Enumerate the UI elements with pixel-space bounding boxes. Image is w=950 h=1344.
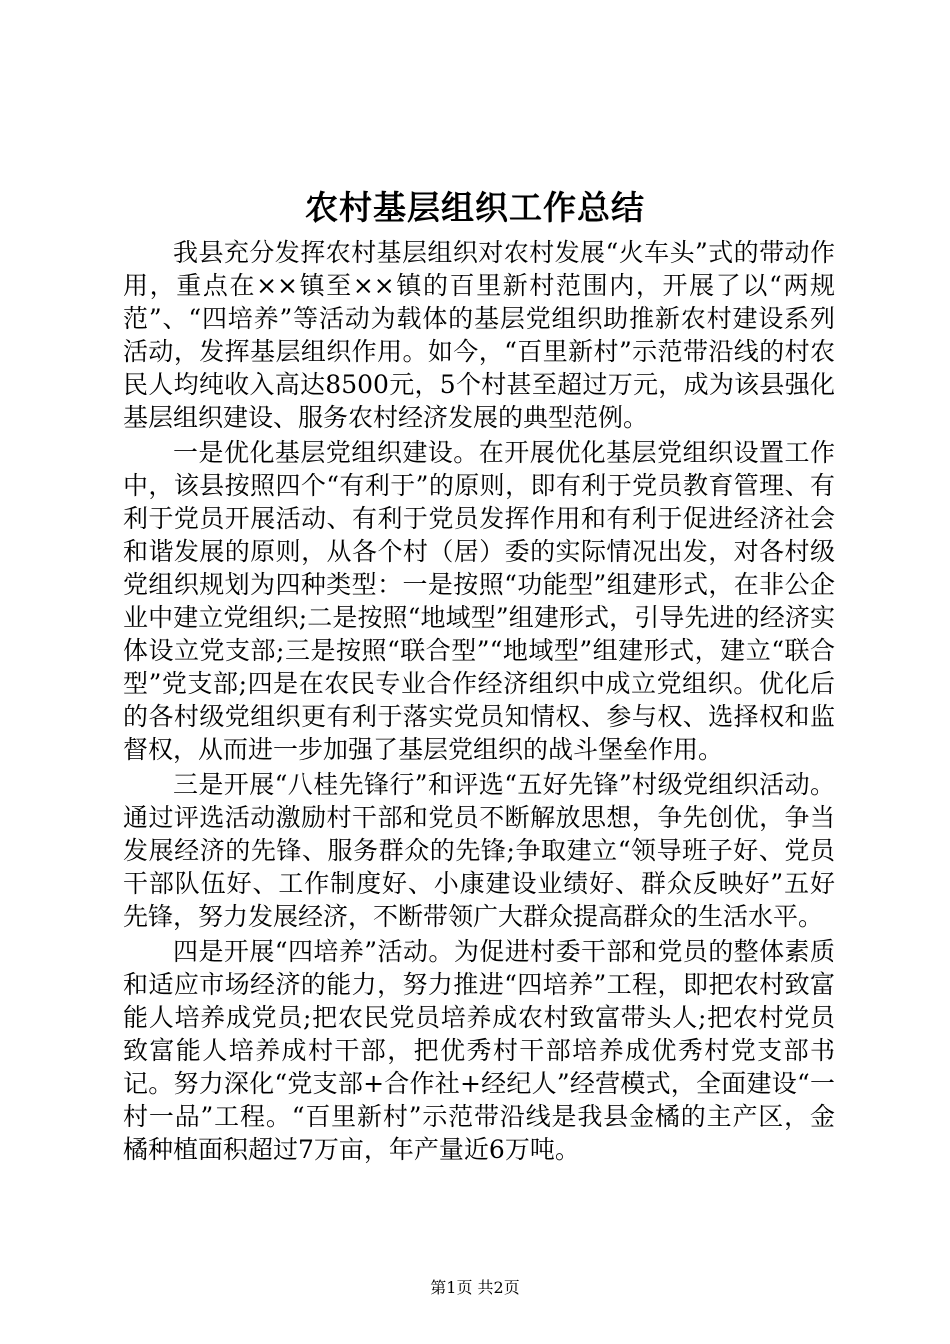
paragraph-intro: 我县充分发挥农村基层组织对农村发展“火车头”式的带动作用，重点在××镇至××镇的百里新村范围内，开展了以“两规范”、“四培养”等活动为载体的基层党组织助推新农村建设系列活动，发挥基层组织作用。如今，“百里新村”示范带沿线的村农民人均纯收入高达8500元，5个村甚至超过万元，成为该县强化基层组织建设、服务农村经济发展的典型范例。 [123, 238, 835, 432]
paragraph-four-cultivation: 四是开展“四培养”活动。为促进村委干部和党员的整体素质和适应市场经济的能力，努力推进“四培养”工程，即把农村致富能人培养成党员;把农民党员培养成农村致富带头人;把农村党员致富能人培养成村干部，把优秀村干部培养成优秀村党支部书记。努力深化“党支部+合作社+经纪人”经营模式，全面建设“一村一品”工程。“百里新村”示范带沿线是我县金橘的主产区，金橘种植面积超过7万亩，年产量近6万吨。 [123, 937, 835, 1164]
document-body [123, 236, 835, 1168]
page-number-footer: 第1页 共2页 [430, 1278, 520, 1297]
paragraph-optimize-organization: 一是优化基层党组织建设。在开展优化基层党组织设置工作中，该县按照四个“有利于”的原则，即有利于党员教育管理、有利于党员开展活动、有利于党员发挥作用和有利于促进经济社会和谐发展的原则，从各个村（居）委的实际情况出发，对各村级党组织规划为四种类型：一是按照“功能型”组建形式，在非公企业中建立党组织;二是按照“地域型”组建形式，引导先进的经济实体设立党支部;三是按照“联合型”“地域型”组建形式，建立“联合型”党支部;四是在农民专业合作经济组织中成立党组织。优化后的各村级党组织更有利于落实党员知情权、参与权、选择权和监督权，从而进一步加强了基层党组织的战斗堡垒作用。 [123, 438, 835, 764]
paragraph-vanguard-activity: 三是开展“八桂先锋行”和评选“五好先锋”村级党组织活动。通过评选活动激励村干部和党员不断解放思想，争先创优，争当发展经济的先锋、服务群众的先锋;争取建立“领导班子好、党员干部队伍好、工作制度好、小康建设业绩好、群众反映好”五好先锋，努力发展经济，不断带领广大群众提高群众的生活水平。 [123, 770, 835, 931]
document-title: 农村基层组织工作总结 [305, 188, 645, 227]
